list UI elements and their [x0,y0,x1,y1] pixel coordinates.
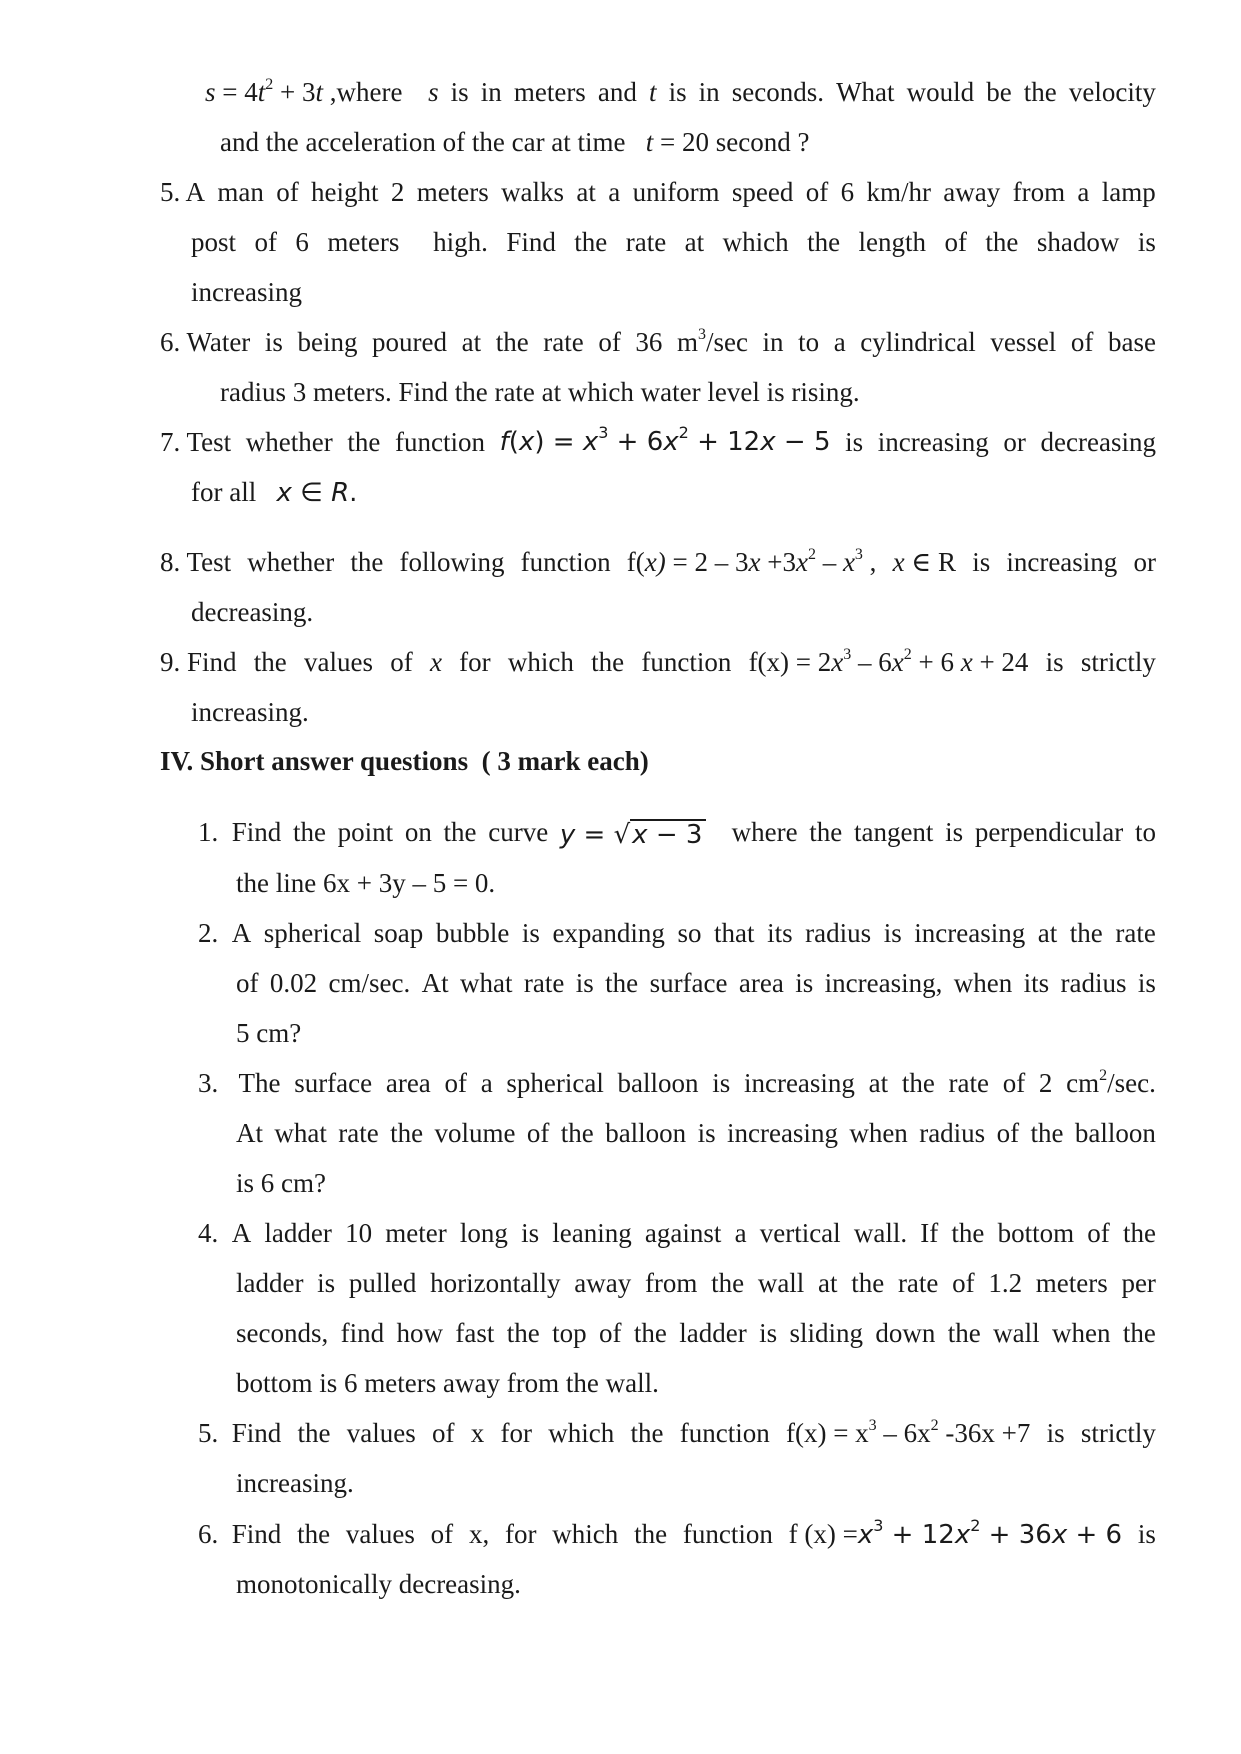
q8-line-2: decreasing. [191,597,314,627]
s4-q6-line-2: monotonically decreasing. [236,1569,521,1599]
q7-line-1: 7. Test whether the function $f(x) = x^3 + 6x^2 + 12x - 5$ is increasing or decreasing [160,423,1156,457]
s4-q4-line-3: seconds, find how fast the top of the ladder is sliding down the wall when the [236,1318,1156,1348]
s4-q3-line-3: is 6 cm? [236,1168,326,1198]
s4-q3-line-2: At what rate the volume of the balloon is increasing when radius of the balloon [236,1118,1156,1148]
section-heading: IV. Short answer questions ( 3 mark each) [160,746,649,776]
s4-q6-line-1: 6. Find the values of x, for which the function f $(x) =x^3 + 12x^2 + 36x + 6$ is [198,1516,1156,1550]
position-formula: $s = 4t^2 + 3t$ ,where [205,76,403,107]
s4-q5-line-1: 5. Find the values of x for which the function $f(x) = x^3 - 6x^2$ -36x +7 is strictly [198,1417,1156,1448]
continuation-line-1: $s = 4t^2 + 3t$ ,where s is in meters and t is in seconds. What would be the velocity [205,76,1156,107]
continuation-line-2: and the acceleration of the car at time t = 20 second ? [220,127,810,157]
q9-function: $f(x) = 2x^3 - 6x^2 + 6$ x + 24 [748,646,1029,677]
s4-q2-line-2: of 0.02 cm/sec. At what rate is the surface area is increasing, when its radius is [236,968,1156,998]
s4-q5-function: $f(x) = x^3 - 6x^2$ -36x +7 [785,1417,1031,1448]
s4-q1-line-2: the line 6x + 3y – 5 = 0. [236,868,496,898]
q5-line-2: post of 6 meters high. Find the rate at which the length of the shadow is [191,227,1156,257]
q7-function: $f(x) = x^3 + 6x^2 + 12x - 5$ [499,423,831,457]
s4-q4-line-1: 4. A ladder 10 meter long is leaning against a vertical wall. If the bottom of the [198,1218,1156,1248]
q9-line-1: 9. Find the values of x for which the function $f(x) = 2x^3 - 6x^2 + 6$ x + 24 is strictly [160,646,1156,677]
q5-line-1: 5. A man of height 2 meters walks at a uniform speed of 6 km/hr away from a lamp [160,177,1156,207]
s4-q4-line-2: ladder is pulled horizontally away from the wall at the rate of 1.2 meters per [236,1268,1156,1298]
s4-q2-line-3: 5 cm? [236,1018,302,1048]
q9-line-2: increasing. [191,697,309,727]
q6-line-1: 6. Water is being poured at the rate of 36 $m^3/\sec$ in to a cylindrical vessel of base [160,326,1156,357]
s4-q3-line-1: 3. The surface area of a spherical balloon is increasing at the rate of 2 $cm^2/\sec$. [198,1067,1156,1098]
q8-function: $f(x) = 2 - 3x +3x^2 - x^3$ , [626,546,877,577]
q8-line-1: 8. Test whether the following function $f(x) = 2 - 3x +3x^2 - x^3$ , x ∈ R is increasing or [160,546,1156,577]
q7-line-2: for all x ∈ R. [191,477,358,508]
s4-q6-function: f $(x) =x^3 + 12x^2 + 36x + 6$ [788,1516,1123,1550]
s4-q4-line-4: bottom is 6 meters away from the wall. [236,1368,659,1398]
q6-line-2: radius 3 meters. Find the rate at which water level is rising. [220,377,860,407]
q5-number: 5. A [160,177,206,207]
s4-q5-line-2: increasing. [236,1468,354,1498]
s4-q1-line-1: 1. Find the point on the curve y = √x − 3 where the tangent is perpendicular to [198,817,1156,850]
q5-line-3: increasing [191,277,302,307]
s4-q2-line-1: 2. A spherical soap bubble is expanding so that its radius is increasing at the rate [198,918,1156,948]
s4-q1-curve: y = √x − 3 [560,819,707,850]
